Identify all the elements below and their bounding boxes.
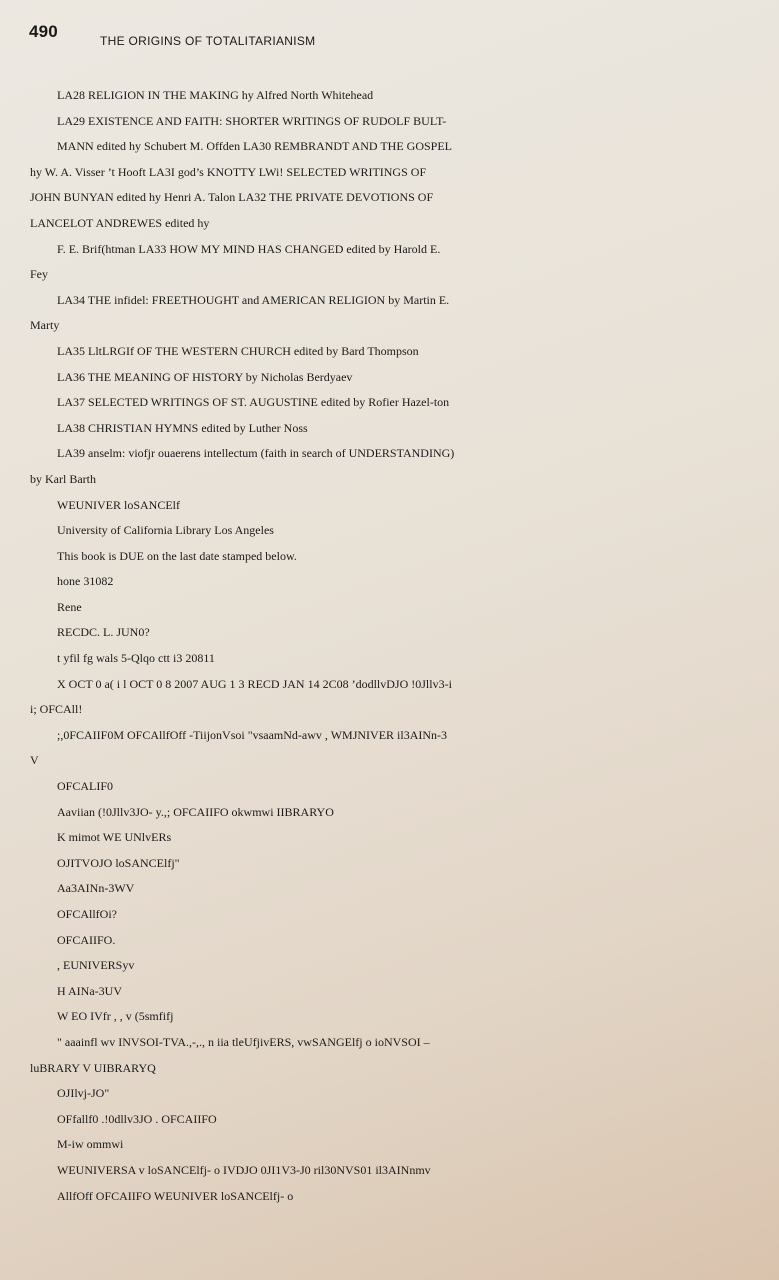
text-line: LA36 THE MEANING OF HISTORY by Nicholas Berdyaev xyxy=(57,369,353,384)
text-line: OJITVOJO loSANCElfj" xyxy=(57,855,180,870)
text-line: X OCT 0 a( i l OCT 0 8 2007 AUG 1 3 RECD JAN 14 2C08 ’dodllvDJO !0Jllv3-i xyxy=(57,676,452,691)
text-line: LANCELOT ANDREWES edited hy xyxy=(30,215,210,230)
text-line: Aaviian (!0Jllv3JO- y.,; OFCAIIFO okwmwi IIBRARYO xyxy=(57,804,334,819)
text-line: This book is DUE on the last date stamped below. xyxy=(57,548,297,563)
text-line: luBRARY V UIBRARYQ xyxy=(30,1060,156,1075)
text-line: W EO IVfr , , v (5smfifj xyxy=(57,1009,174,1024)
page-number: 490 xyxy=(29,22,58,41)
text-line: WEUNIVER loSANCElf xyxy=(57,497,180,512)
text-line: LA34 THE infidel: FREETHOUGHT and AMERICAN RELIGION by Martin E. xyxy=(57,292,450,307)
page-header xyxy=(29,20,759,50)
text-line: V xyxy=(30,753,39,768)
text-line: OFCAIIFO. xyxy=(57,932,116,947)
text-line: by Karl Barth xyxy=(30,471,96,486)
text-line: LA37 SELECTED WRITINGS OF ST. AUGUSTINE edited by Rofier Hazel-ton xyxy=(57,395,450,410)
text-line: " aaainfl wv INVSOI-TVA.,-,., n iia tleUfjivERS, vwSANGElfj o ioNVSOI – xyxy=(57,1034,430,1049)
text-line: hy W. A. Visser ’t Hooft LA3I god’s KNOTTY LWi! SELECTED WRITINGS OF xyxy=(30,164,427,179)
text-line: F. E. Brif(htman LA33 HOW MY MIND HAS CHANGED edited by Harold E. xyxy=(57,241,441,256)
text-line: AllfOff OFCAIIFO WEUNIVER loSANCElfj- o xyxy=(57,1188,294,1203)
text-line: MANN edited hy Schubert M. Offden LA30 REMBRANDT AND THE GOSPEL xyxy=(57,139,452,154)
text-line: LA28 RELIGION IN THE MAKING hy Alfred North Whitehead xyxy=(57,88,374,102)
text-line: University of California Library Los Angeles xyxy=(57,523,274,538)
text-line: t yfil fg wals 5-Qlqo ctt i3 20811 xyxy=(57,651,215,666)
text-line: Rene xyxy=(57,599,82,614)
text-line: LA38 CHRISTIAN HYMNS edited by Luther Noss xyxy=(57,420,308,435)
text-line: OFCALIF0 xyxy=(57,779,114,794)
text-line: OFfallf0 .!0dllv3JO . OFCAIIFO xyxy=(57,1111,217,1126)
page-body xyxy=(0,83,779,1209)
text-line: LA29 EXISTENCE AND FAITH: SHORTER WRITINGS OF RUDOLF BULT- xyxy=(57,113,447,128)
text-line: Marty xyxy=(30,318,60,333)
text-line: JOHN BUNYAN edited hy Henri A. Talon LA32 THE PRIVATE DEVOTIONS OF xyxy=(30,190,434,205)
text-line: , EUNIVERSyv xyxy=(57,958,135,973)
text-line: OJIlvj-JO" xyxy=(57,1086,110,1101)
text-line: LA35 LltLRGIf OF THE WESTERN CHURCH edited by Bard Thompson xyxy=(57,343,419,358)
text-line: i; OFCAll! xyxy=(30,702,83,717)
text-line: LA39 anselm: viofjr ouaerens intellectum (faith in search of UNDERSTANDING) xyxy=(57,446,455,461)
text-line: RECDC. L. JUN0? xyxy=(57,625,150,640)
text-line: Aa3AINn-3WV xyxy=(57,881,135,896)
text-line: WEUNIVERSA v loSANCElfj- o IVDJO 0JI1V3-J0 ril30NVS01 il3AINnmv xyxy=(57,1162,431,1177)
running-title: THE ORIGINS OF TOTALITARIANISM xyxy=(100,34,316,48)
text-line: ;,0FCAIIF0M OFCAllfOff -TiijonVsoi "vsaamNd-awv , WMJNIVER il3AINn-3 xyxy=(57,727,448,742)
text-line: hone 31082 xyxy=(57,574,114,589)
text-line: OFCAllfOi? xyxy=(57,907,117,921)
text-line: H AINa-3UV xyxy=(57,983,122,998)
text-line: Fey xyxy=(30,267,48,282)
text-line: K mimot WE UNlvERs xyxy=(57,830,172,845)
text-line: M-iw ommwi xyxy=(57,1137,124,1152)
